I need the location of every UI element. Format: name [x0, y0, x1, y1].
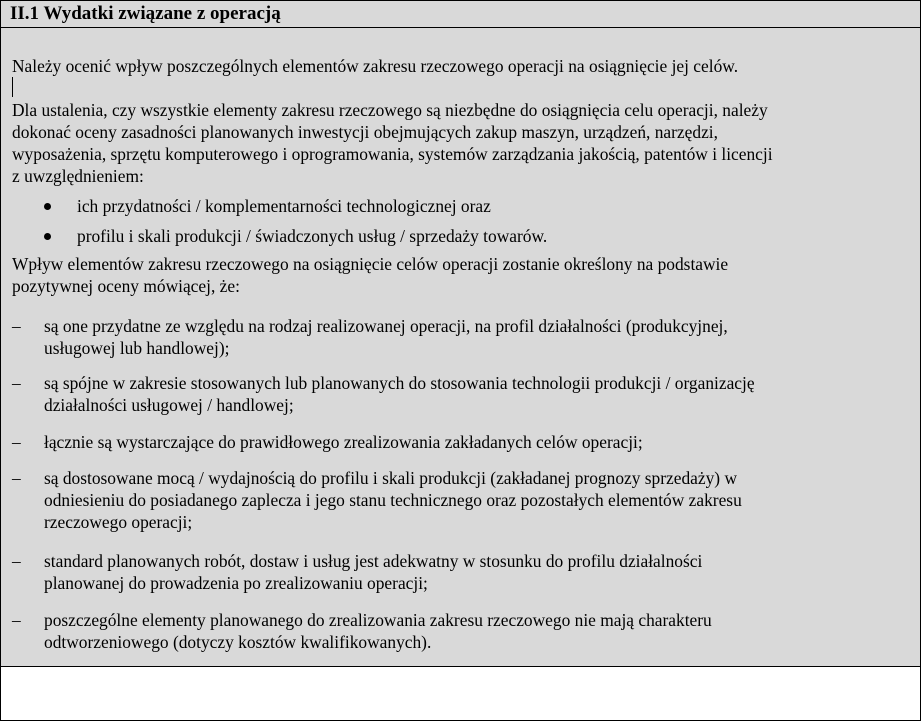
bullet-item: ich przydatności / komplementarności technologicznej oraz [77, 196, 491, 216]
dash-marker: – [12, 316, 21, 336]
section-body [1, 28, 920, 667]
section-title: II.1 Wydatki związane z operacją [10, 3, 281, 24]
criterion-line: są spójne w zakresie stosowanych lub planowanych do stosowania technologii produkcji / organizację [44, 373, 755, 393]
criterion-line: łącznie są wystarczające do prawidłowego zrealizowania zakładanych celów operacji; [44, 432, 643, 452]
bullet-dot [44, 233, 51, 240]
dash-marker: – [12, 610, 21, 630]
bullet-item: profilu i skali produkcji / świadczonych usług / sprzedaży towarów. [77, 226, 548, 246]
dash-marker: – [12, 468, 21, 488]
paragraph2-line: Wpływ elementów zakresu rzeczowego na osiągnięcie celów operacji zostanie określony na podstawie [12, 254, 729, 274]
dash-marker: – [12, 373, 21, 393]
paragraph1-line: dokonać oceny zasadności planowanych inwestycji obejmujących zakup maszyn, urządzeń, narzędzi, [12, 122, 718, 142]
intro-text: Należy ocenić wpływ poszczególnych elementów zakresu rzeczowego operacji na osiągnięcie jej celów. [12, 56, 739, 76]
paragraph2-line: pozytywnej oceny mówiącej, że: [12, 276, 240, 296]
criterion-line: planowanej do prowadzenia po zrealizowaniu operacji; [44, 573, 428, 593]
criterion-line: odniesieniu do posiadanego zaplecza i jego stanu technicznego oraz pozostałych elementów zakresu [44, 490, 742, 510]
paragraph1-line: wyposażenia, sprzętu komputerowego i oprogramowania, systemów zarządzania jakością, patentów i licencji [12, 144, 773, 164]
criterion-line: usługowej lub handlowej); [44, 338, 230, 358]
criterion-line: odtworzeniowego (dotyczy kosztów kwalifikowanych). [44, 632, 432, 652]
dash-marker: – [12, 551, 21, 571]
criterion-line: są dostosowane mocą / wydajnością do profilu i skali produkcji (zakładanej prognozy sprzedaży) w [44, 468, 738, 488]
paragraph1-line: z uwzględnieniem: [12, 166, 144, 186]
text-cursor [12, 77, 13, 97]
criterion-line: są one przydatne ze względu na rodzaj realizowanej operacji, na profil działalności (produkcyjnej, [44, 316, 728, 336]
dash-marker: – [12, 432, 21, 452]
bullet-dot [44, 203, 51, 210]
criterion-line: standard planowanych robót, dostaw i usług jest adekwatny w stosunku do profilu działalności [44, 551, 703, 571]
paragraph1-line: Dla ustalenia, czy wszystkie elementy zakresu rzeczowego są niezbędne do osiągnięcia celu operacji, należy [12, 100, 768, 120]
section-header [1, 1, 920, 28]
criterion-line: poszczególne elementy planowanego do zrealizowania zakresu rzeczowego nie mają charakteru [44, 610, 712, 630]
criterion-line: rzeczowego operacji; [44, 512, 193, 532]
criterion-line: działalności usługowej / handlowej; [44, 395, 294, 415]
empty-answer-area[interactable] [1, 667, 920, 720]
